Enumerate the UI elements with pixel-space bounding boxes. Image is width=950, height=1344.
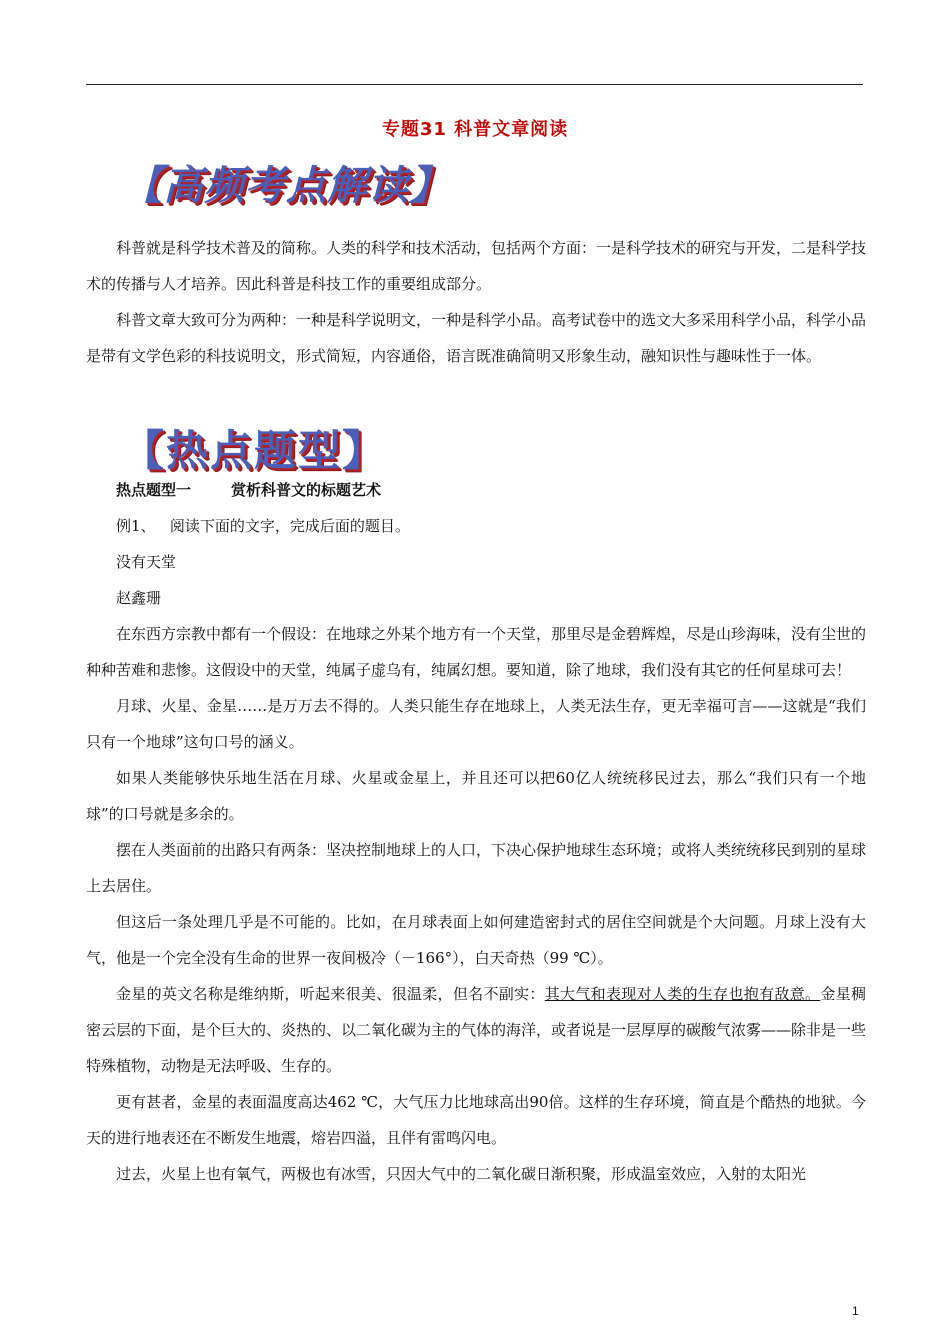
underlined-sentence: 其大气和表现对人类的生存也抱有敌意。 — [544, 985, 821, 1003]
header-rule — [86, 84, 863, 85]
article-paragraph: 更有甚者，金星的表面温度高达462 ℃，大气压力比地球高出90倍。这样的生存环境，简直是个酷热的地狱。今天的进行地表还在不断发生地震，熔岩四溢，且伴有雷鸣闪电。 — [86, 1093, 866, 1147]
article-paragraph: 在东西方宗教中都有一个假设：在地球之外某个地方有一个天堂，那里尽是金碧辉煌，尽是山珍海味，没有尘世的种种苦难和悲惨。这假设中的天堂，纯属子虚乌有，纯属幻想。要知道，除了地球，我们没有其它的任何星球可去！ — [86, 625, 867, 679]
article-paragraph: 但这后一条处理几乎是不可能的。比如，在月球表面上如何建造密封式的居住空间就是个大问题。月球上没有大气，他是一个完全没有生命的世界一夜间极冷（－166°），白天奇热（99 ℃）。 — [86, 913, 866, 967]
banner-hot-topics: 【热点题型】 — [122, 426, 387, 475]
example-line — [86, 508, 866, 544]
section-heading — [86, 472, 866, 508]
article-paragraph: 如果人类能够快乐地生活在月球、火星或金星上，并且还可以把60亿人统统移民过去，那么“我们只有一个地球”的口号就是多余的。 — [86, 769, 866, 823]
section-title: 赏析科普文的标题艺术 — [231, 481, 382, 499]
section-label: 热点题型一 — [116, 481, 192, 499]
intro-paragraph: 科普就是科学技术普及的简称。人类的科学和技术活动，包括两个方面：一是科学技术的研究与开发，二是科学技术的传播与人才培养。因此科普是科技工作的重要组成部分。 — [86, 239, 867, 293]
document-title: 专题31 科普文章阅读 — [381, 119, 569, 140]
intro-paragraph: 科普文章大致可分为两种：一种是科学说明文，一种是科学小品。高考试卷中的选文大多采用科学小品，科学小品是带有文学色彩的科技说明文，形式简短，内容通俗，语言既准确简明又形象生动，融知识性与趣味性于一体。 — [86, 311, 867, 365]
example-instruction: 阅读下面的文字，完成后面的题目。 — [169, 517, 410, 535]
article-paragraph: 过去，火星上也有氧气，两极也有冰雪，只因大气中的二氧化碳日渐积聚，形成温室效应，入射的太阳光 — [116, 1165, 807, 1183]
article-paragraph-venus — [86, 976, 866, 1084]
venus-text-start: 金星的英文名称是维纳斯，听起来很美、很温柔，但名不副实： — [116, 985, 545, 1003]
article-section — [86, 472, 866, 1192]
article-paragraph: 月球、火星、金星……是万万去不得的。人类只能生存在地球上，人类无法生存，更无幸福可言——这就是“我们只有一个地球”这句口号的涵义。 — [86, 697, 866, 751]
example-label: 例1、 — [116, 517, 156, 535]
article-author: 赵鑫珊 — [116, 589, 162, 607]
article-title: 没有天堂 — [116, 553, 177, 571]
banner-key-points: 【高频考点解读】 — [122, 163, 450, 209]
page-number: 1 — [852, 1304, 859, 1318]
venus-text-end: 金星稠密云层的下面，是个巨大的、炎热的、以二氧化碳为主的气体的海洋，或者说是一层厚厚的碳酸气浓雾——除非是一些特殊植物，动物是无法呼吸、生存的。 — [86, 985, 867, 1075]
article-paragraph: 摆在人类面前的出路只有两条：坚决控制地球上的人口，下决心保护地球生态环境；或将人类统统移民到别的星球上去居住。 — [86, 841, 867, 895]
intro-section — [86, 230, 866, 374]
